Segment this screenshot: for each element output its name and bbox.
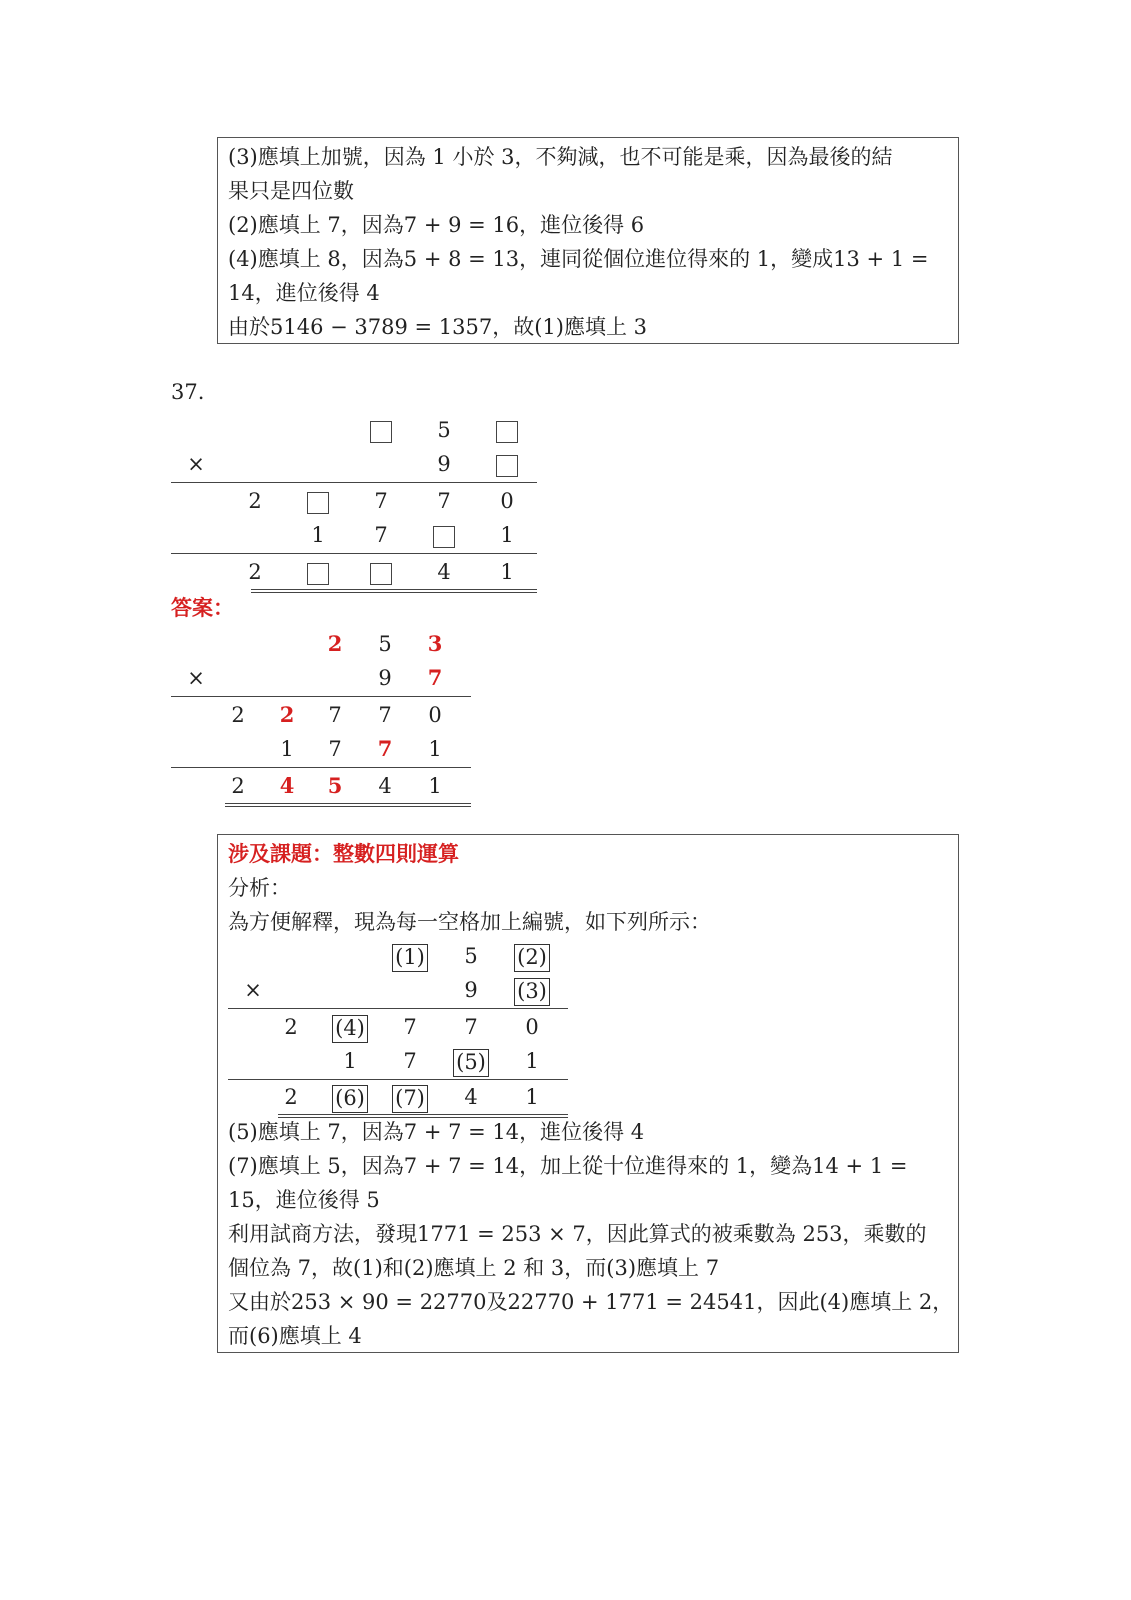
text-line: 而(6)應填上 4 <box>228 1324 362 1348</box>
blank-box <box>370 421 392 443</box>
numbered-multiplication <box>228 939 948 1115</box>
digit-cell: 9 <box>378 666 392 690</box>
answer-digit: 7 <box>377 736 393 761</box>
answer-digit: 5 <box>327 773 343 798</box>
answer-multiplication <box>171 627 471 807</box>
blank-box <box>433 526 455 548</box>
digit-cell <box>351 555 411 589</box>
digit-cell: 2 <box>231 703 245 727</box>
digit-cell: 2 <box>248 489 262 513</box>
question-multiplication <box>171 413 537 593</box>
text-line: (2)應填上 7，因為7 + 9 = 16，進位後得 6 <box>228 213 645 237</box>
digit-cell: 2 <box>284 1015 298 1039</box>
text-line: 個位為 7，故(1)和(2)應填上 2 和 3，而(3)應填上 7 <box>228 1256 720 1280</box>
times-sign: × <box>244 978 262 1002</box>
blank-box <box>370 563 392 585</box>
digit-cell <box>441 1044 501 1078</box>
digit-cell <box>502 973 562 1007</box>
intro-text: 為方便解釋，現為每一空格加上編號，如下列所示： <box>228 910 711 934</box>
digit-cell: 7 <box>403 1049 417 1073</box>
rule-line <box>171 482 537 483</box>
digit-cell: 7 <box>437 489 451 513</box>
digit-cell: 1 <box>525 1085 539 1109</box>
answer-digit: 4 <box>279 773 295 798</box>
text-line: 果只是四位數 <box>228 179 354 203</box>
explanation-box-2 <box>217 834 959 1353</box>
digit-cell: 4 <box>437 560 451 584</box>
digit-cell: 1 <box>428 737 442 761</box>
digit-cell: 1 <box>525 1049 539 1073</box>
digit-cell <box>288 484 348 518</box>
text-line: 由於5146 − 3789 = 1357，故(1)應填上 3 <box>228 315 648 339</box>
digit-cell: 4 <box>378 774 392 798</box>
digit-cell: 1 <box>311 523 325 547</box>
numbered-box: (7) <box>392 1085 428 1113</box>
digit-cell <box>502 939 562 973</box>
text-line: 利用試商方法，發現1771 = 253 × 7，因此算式的被乘數為 253，乘數的 <box>228 1222 927 1246</box>
digit-cell: 7 <box>378 703 392 727</box>
answer-label: 答案： <box>171 595 234 620</box>
digit-cell: 7 <box>374 523 388 547</box>
answer-digit: 7 <box>427 665 443 690</box>
blank-box <box>496 421 518 443</box>
answer-digit: 2 <box>279 702 295 727</box>
digit-cell: 7 <box>328 737 342 761</box>
digit-cell: 1 <box>428 774 442 798</box>
digit-cell <box>288 555 348 589</box>
digit-cell: 5 <box>378 632 392 656</box>
digit-cell <box>320 1010 380 1044</box>
digit-cell: 7 <box>464 1015 478 1039</box>
numbered-box: (3) <box>514 978 550 1006</box>
digit-cell: 1 <box>343 1049 357 1073</box>
double-rule-line <box>225 803 471 807</box>
text-line: 又由於253 × 90 = 22770及22770 + 1771 = 24541，因此(4)應填上 2， <box>228 1290 954 1314</box>
digit-cell: 5 <box>464 944 478 968</box>
numbered-box: (4) <box>332 1015 368 1043</box>
digit-cell <box>380 1080 440 1114</box>
topic-title: 涉及課題：整數四則運算 <box>228 841 459 866</box>
blank-box <box>307 563 329 585</box>
digit-cell <box>414 518 474 552</box>
numbered-box: (1) <box>392 944 428 972</box>
digit-cell: 7 <box>374 489 388 513</box>
text-line: (4)應填上 8，因為5 + 8 = 13，連同從個位進位得來的 1，變成13 + 1 = <box>228 247 929 271</box>
digit-cell: 1 <box>500 523 514 547</box>
explanation-box-1 <box>217 137 959 344</box>
double-rule-line <box>278 1114 568 1118</box>
numbered-box: (2) <box>514 944 550 972</box>
digit-cell: 1 <box>280 737 294 761</box>
digit-cell: 2 <box>231 774 245 798</box>
digit-cell <box>380 939 440 973</box>
numbered-box: (6) <box>332 1085 368 1113</box>
analysis-label: 分析： <box>228 876 291 900</box>
digit-cell <box>320 1080 380 1114</box>
answer-digit: 3 <box>427 631 443 656</box>
text-line: (5)應填上 7，因為7 + 7 = 14，進位後得 4 <box>228 1120 645 1144</box>
text-line: (7)應填上 5，因為7 + 7 = 14，加上從十位進得來的 1，變為14 + 1 = <box>228 1154 908 1178</box>
numbered-box: (5) <box>453 1049 489 1077</box>
answer-digit: 2 <box>327 631 343 656</box>
digit-cell: 7 <box>328 703 342 727</box>
digit-cell <box>477 447 537 481</box>
rule-line <box>171 767 471 768</box>
digit-cell: 9 <box>437 452 451 476</box>
double-rule-line <box>251 589 537 593</box>
digit-cell: 2 <box>248 560 262 584</box>
digit-cell: 9 <box>464 978 478 1002</box>
digit-cell: 2 <box>284 1085 298 1109</box>
question-number: 37. <box>171 380 205 404</box>
digit-cell: 0 <box>525 1015 539 1039</box>
digit-cell <box>351 413 411 447</box>
digit-cell <box>477 413 537 447</box>
digit-cell: 0 <box>428 703 442 727</box>
blank-box <box>496 455 518 477</box>
text-line: 14，進位後得 4 <box>228 281 380 305</box>
digit-cell: 1 <box>500 560 514 584</box>
text-line: (3)應填上加號，因為 1 小於 3，不夠減，也不可能是乘，因為最後的結 <box>228 145 893 169</box>
digit-cell: 4 <box>464 1085 478 1109</box>
rule-line <box>171 553 537 554</box>
rule-line <box>228 1008 568 1009</box>
blank-box <box>307 492 329 514</box>
digit-cell: 5 <box>437 418 451 442</box>
digit-cell: 7 <box>403 1015 417 1039</box>
text-line: 15，進位後得 5 <box>228 1188 380 1212</box>
times-sign: × <box>187 452 205 476</box>
digit-cell: 0 <box>500 489 514 513</box>
times-sign: × <box>187 666 205 690</box>
rule-line <box>171 696 471 697</box>
